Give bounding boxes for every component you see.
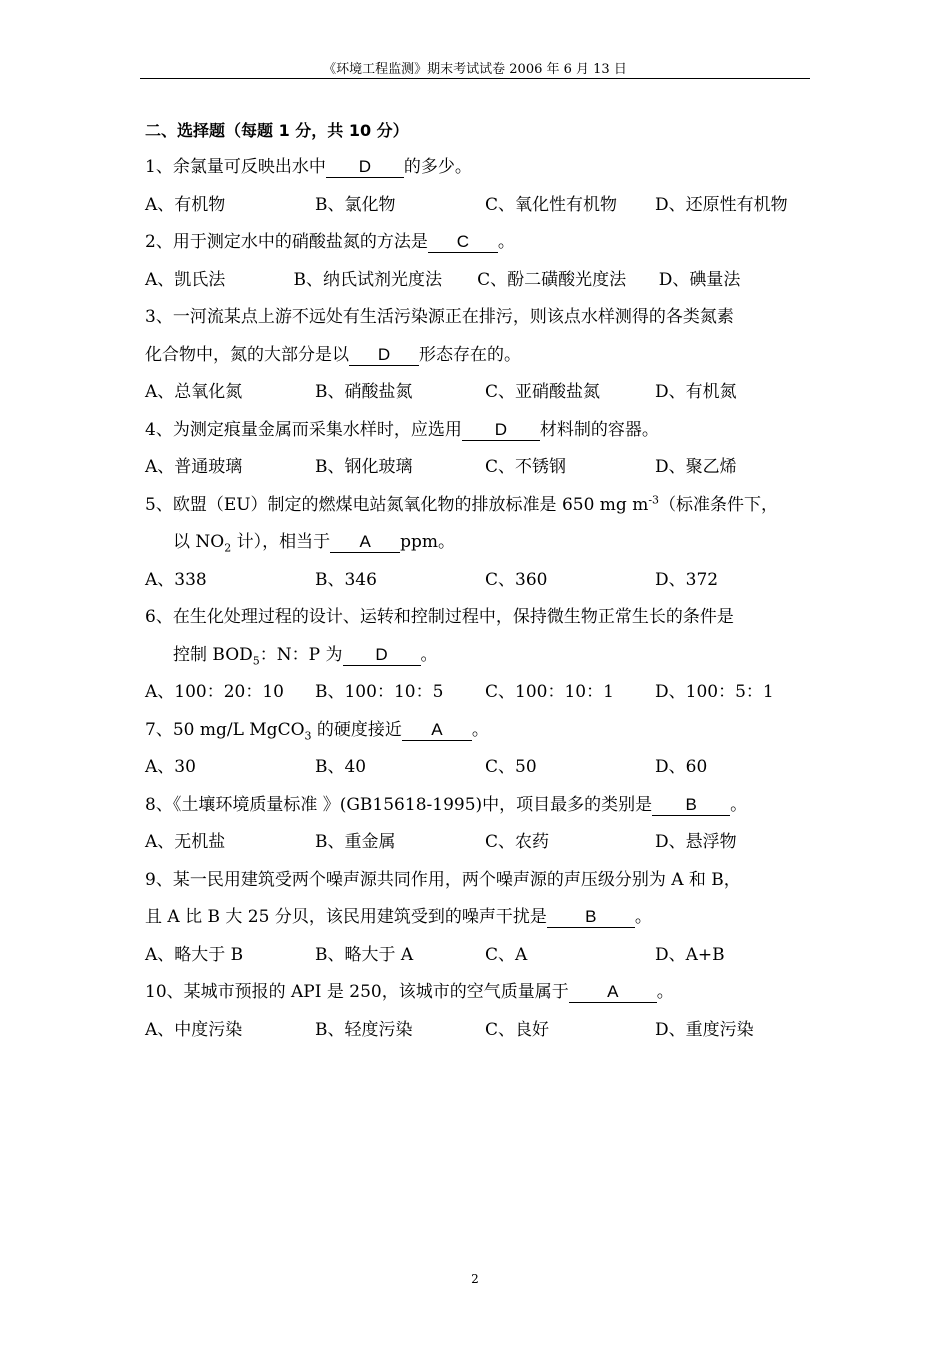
option-4-a: A、普通玻璃 (145, 457, 243, 477)
option-5-b: B、346 (315, 569, 377, 590)
option-1-d: D、还原性有机物 (655, 194, 788, 215)
option-3-c: C、亚硝酸盐氮 (485, 382, 601, 402)
option-2-d: D、碘量法 (658, 269, 741, 290)
question-1: 1、余氯量可反映出水中 D 的多少。 (145, 157, 472, 177)
option-4-b: B、钢化玻璃 (315, 457, 413, 477)
answer-blank-10: A (569, 982, 657, 1003)
option-7-b: B、40 (315, 757, 367, 777)
question-7: 7、50 mg/L MgCO$_3$ 的硬度接近 A 。 (145, 719, 489, 742)
options-10 (145, 1012, 815, 1050)
option-3-b: B、硝酸盐氮 (315, 382, 413, 402)
option-9-b: B、略大于 A (315, 944, 414, 965)
option-6-b: B、100：10：5 (315, 682, 444, 702)
option-9-a: A、略大于 B (145, 944, 244, 965)
question-3-line-1: 3、一河流某点上游不远处有生活污染源正在排污，则该点水样测得的各类氮素 (145, 307, 734, 327)
answer-blank-6: D (343, 645, 421, 666)
option-2-c: C、酚二磺酸光度法 (477, 269, 627, 290)
question-5-line-2: 以 $NO_2$ 计），相当于 A ppm。 (173, 532, 456, 555)
answer-blank-7: A (402, 720, 472, 741)
option-8-a: A、无机盐 (145, 832, 226, 852)
question-6-line-1: 6、在生化处理过程的设计、运转和控制过程中，保持微生物正常生长的条件是 (145, 607, 734, 627)
page-number: 2 (471, 1272, 479, 1286)
options-6 (145, 674, 815, 712)
option-4-c: C、不锈钢 (485, 457, 567, 477)
option-2-b: B、纳氏试剂光度法 (293, 269, 442, 290)
answer-blank-2: C (428, 232, 498, 253)
question-2: 2、用于测定水中的硝酸盐氮的方法是 C 。 (145, 232, 515, 252)
option-8-d: D、悬浮物 (655, 832, 737, 852)
options-3 (145, 374, 815, 412)
answer-blank-8: B (652, 795, 730, 816)
question-8: 8、《土壤环境质量标准 》(GB15618-1995)中，项目最多的类别是 B 。 (145, 794, 748, 815)
answer-blank-9: B (547, 907, 635, 928)
header-rule (140, 78, 810, 79)
section-title: 二、选择题（每题 1 分，共 10 分） (145, 121, 409, 140)
answer-blank-5: A (330, 532, 400, 553)
option-1-a: A、有机物 (145, 194, 226, 215)
option-6-c: C、100：10：1 (485, 682, 614, 702)
options-1 (145, 187, 815, 225)
answer-blank-1: D (326, 157, 404, 178)
question-9-line-2: 且 A 比 B 大 25 分贝，该民用建筑受到的噪声干扰是 B 。 (145, 907, 652, 927)
options-4 (145, 449, 815, 487)
question-9-line-1: 9、某一民用建筑受两个噪声源共同作用，两个噪声源的声压级分别为 A 和 B， (145, 869, 741, 890)
option-10-c: C、良好 (485, 1019, 550, 1040)
question-3-line-2: 化合物中，氮的大部分是以 D 形态存在的。 (145, 344, 521, 365)
option-10-b: B、轻度污染 (315, 1019, 413, 1040)
option-7-c: C、50 (485, 757, 537, 777)
exam-page (145, 112, 815, 1049)
question-5-line-1: 5、欧盟（EU）制定的燃煤电站氮氧化物的排放标准是 650 mg $m^{-3}$（标准条件下， (145, 492, 779, 515)
option-4-d: D、聚乙烯 (655, 457, 737, 477)
option-9-d: D、A+B (655, 944, 725, 965)
option-1-b: B、氯化物 (315, 194, 396, 215)
question-4: 4、为测定痕量金属而采集水样时，应选用 D 材料制的容器。 (145, 419, 659, 440)
option-10-d: D、重度污染 (655, 1019, 754, 1040)
options-9 (145, 937, 815, 975)
option-3-d: D、有机氮 (655, 382, 737, 402)
option-6-d: D、100：5：1 (655, 682, 774, 702)
question-6-line-2: 控制 $BOD_5$：N：P 为 D 。 (173, 644, 438, 667)
option-8-b: B、重金属 (315, 832, 396, 852)
option-6-a: A、100：20：10 (145, 682, 284, 702)
option-2-a: A、凯氏法 (145, 269, 226, 290)
answer-blank-3: D (349, 345, 419, 366)
option-9-c: C、A (485, 944, 528, 965)
option-8-c: C、农药 (485, 832, 550, 852)
question-10: 10、某城市预报的 API 是 250，该城市的空气质量属于 A 。 (145, 982, 674, 1002)
options-7 (145, 749, 815, 787)
option-7-a: A、30 (145, 757, 196, 777)
options-2 (145, 262, 815, 300)
answer-blank-4: D (462, 420, 540, 441)
option-10-a: A、中度污染 (145, 1019, 243, 1040)
options-8 (145, 824, 815, 862)
options-5 (145, 562, 815, 600)
page-header: 《环境工程监测》期末考试试卷 2006 年 6 月 13 日 (323, 62, 627, 77)
option-7-d: D、60 (655, 757, 708, 777)
option-5-d: D、372 (655, 569, 719, 590)
option-1-c: C、氧化性有机物 (485, 194, 618, 215)
option-5-c: C、360 (485, 569, 548, 590)
option-3-a: A、总氧化氮 (145, 382, 243, 402)
option-5-a: A、338 (145, 569, 207, 590)
